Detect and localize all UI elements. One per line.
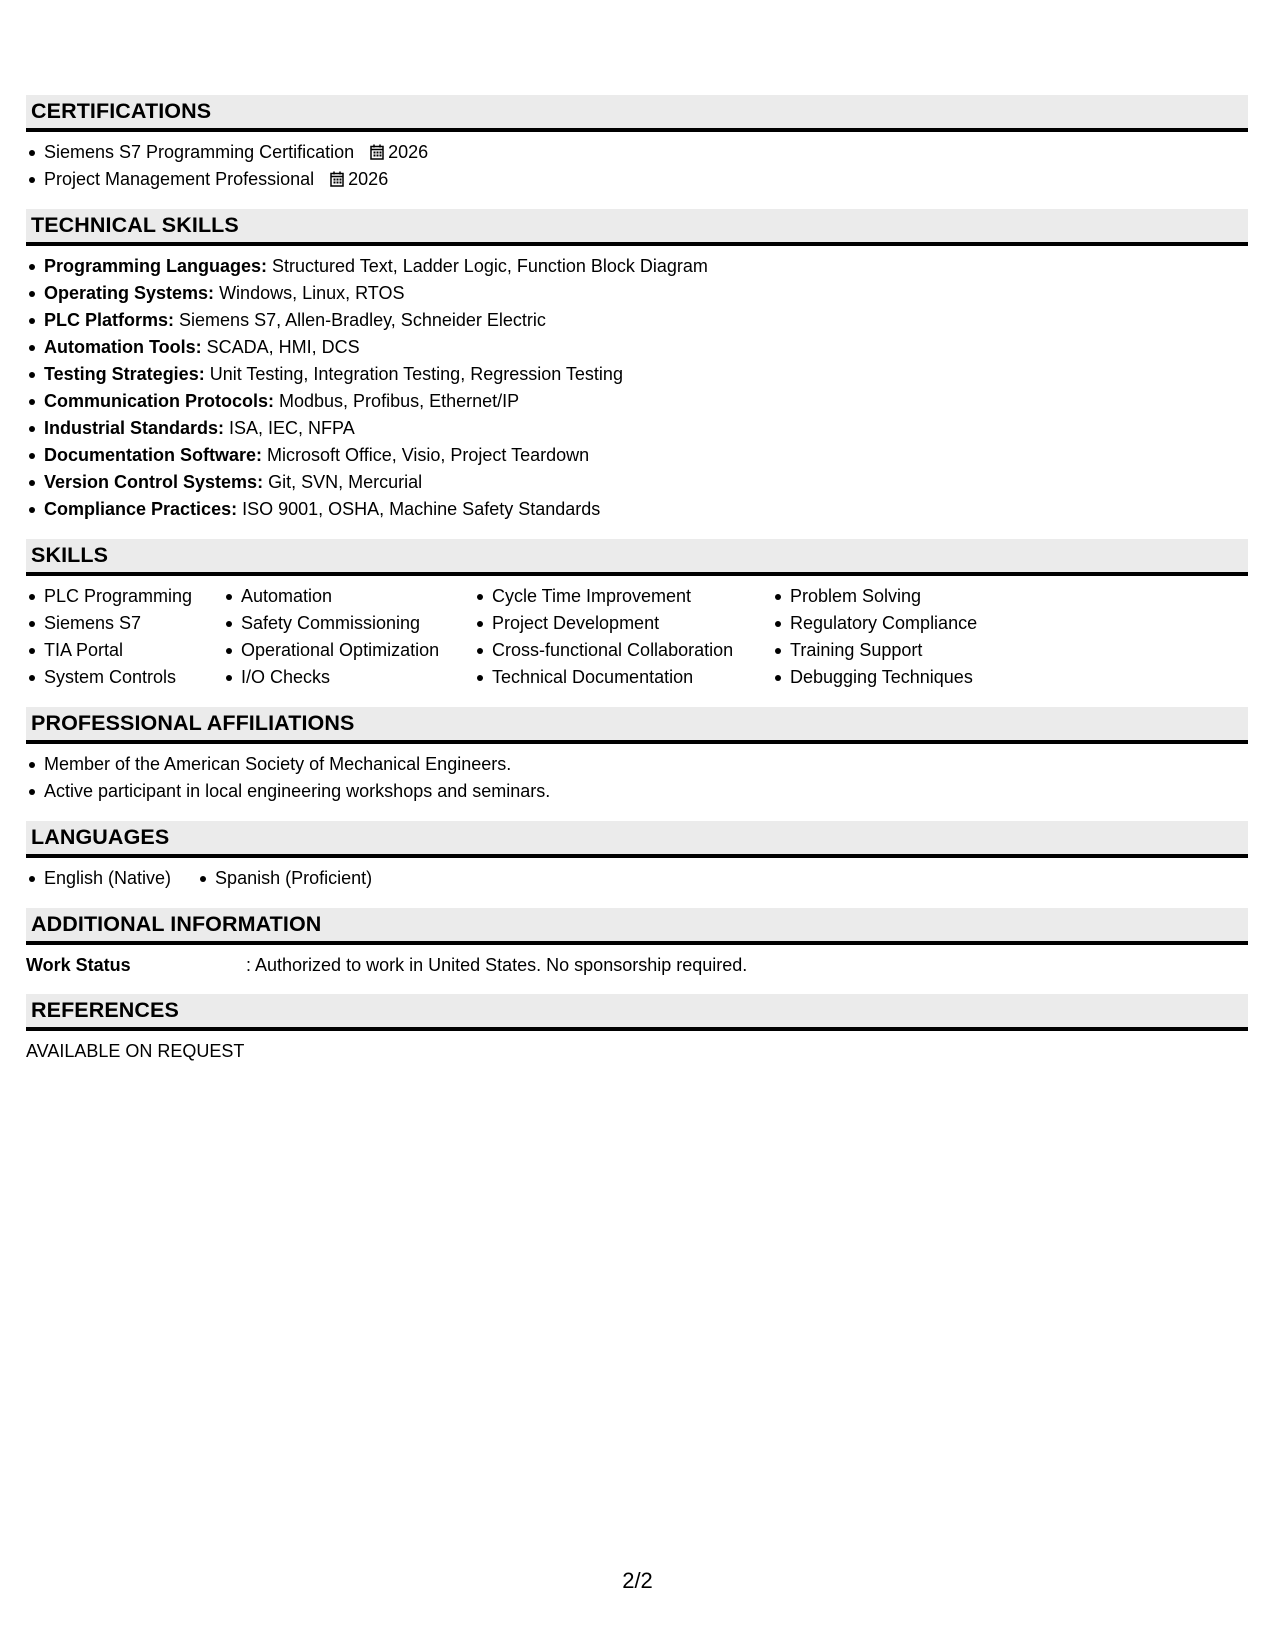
list-item: Project Development xyxy=(474,610,772,637)
technical-skills-list xyxy=(26,253,1248,523)
certifications-title: CERTIFICATIONS xyxy=(31,99,212,123)
list-item: Operational Optimization xyxy=(223,637,474,664)
list-item: Active participant in local engineering workshops and seminars. xyxy=(26,778,1248,805)
skill-value: Microsoft Office, Visio, Project Teardown xyxy=(262,445,590,465)
languages-header xyxy=(26,821,1248,858)
list-item: Regulatory Compliance xyxy=(772,610,1032,637)
list-item: English (Native) xyxy=(26,865,171,892)
list-item: TIA Portal xyxy=(26,637,223,664)
affiliations-section xyxy=(26,707,1248,821)
references-text: AVAILABLE ON REQUEST xyxy=(26,1041,245,1061)
technical-skills-section xyxy=(26,209,1248,539)
skill-value: Modbus, Profibus, Ethernet/IP xyxy=(274,391,520,411)
list-item: Problem Solving xyxy=(772,583,1032,610)
skills-column xyxy=(474,583,772,691)
skill-label: Documentation Software: xyxy=(44,445,263,465)
additional-info-section xyxy=(26,908,1248,994)
skills-header xyxy=(26,539,1248,576)
list-item xyxy=(26,166,1248,193)
skill-label: Testing Strategies: xyxy=(44,364,205,384)
skills-column xyxy=(772,583,1032,691)
list-item: Member of the American Society of Mechanical Engineers. xyxy=(26,751,1248,778)
certifications-header xyxy=(26,95,1248,132)
list-item xyxy=(26,334,1248,361)
languages-section xyxy=(26,821,1248,908)
skill-value: SCADA, HMI, DCS xyxy=(201,337,360,357)
list-item: Automation xyxy=(223,583,474,610)
list-item: Siemens S7 xyxy=(26,610,223,637)
skill-label: Version Control Systems: xyxy=(44,472,264,492)
certification-name: Project Management Professional xyxy=(44,169,315,189)
skill-label: PLC Platforms: xyxy=(44,310,175,330)
certification-year: 2026 xyxy=(388,142,429,162)
skills-column xyxy=(26,583,223,691)
list-item xyxy=(26,442,1248,469)
skill-label: Operating Systems: xyxy=(44,283,215,303)
skills-title: SKILLS xyxy=(31,543,109,567)
certifications-section xyxy=(26,95,1248,209)
skill-value: ISO 9001, OSHA, Machine Safety Standards xyxy=(237,499,601,519)
technical-skills-title: TECHNICAL SKILLS xyxy=(31,213,239,237)
additional-info-header xyxy=(26,908,1248,945)
languages-list xyxy=(26,865,1248,892)
list-item xyxy=(26,388,1248,415)
list-item: Cross-functional Collaboration xyxy=(474,637,772,664)
skill-label: Programming Languages: xyxy=(44,256,268,276)
skill-label: Industrial Standards: xyxy=(44,418,225,438)
work-status-row xyxy=(26,952,1248,978)
list-item xyxy=(26,469,1248,496)
list-item xyxy=(26,253,1248,280)
calendar-icon xyxy=(330,171,344,187)
skill-value: ISA, IEC, NFPA xyxy=(224,418,355,438)
skills-column xyxy=(223,583,474,691)
list-item: System Controls xyxy=(26,664,223,691)
list-item: Safety Commissioning xyxy=(223,610,474,637)
certifications-list xyxy=(26,139,1248,193)
affiliations-title: PROFESSIONAL AFFILIATIONS xyxy=(31,711,355,735)
list-item xyxy=(26,415,1248,442)
affiliations-header xyxy=(26,707,1248,744)
list-item: Cycle Time Improvement xyxy=(474,583,772,610)
calendar-icon xyxy=(370,144,384,160)
skill-label: Compliance Practices: xyxy=(44,499,238,519)
list-item: Technical Documentation xyxy=(474,664,772,691)
certification-name: Siemens S7 Programming Certification xyxy=(44,142,355,162)
skill-label: Communication Protocols: xyxy=(44,391,275,411)
list-item: Training Support xyxy=(772,637,1032,664)
list-item: Debugging Techniques xyxy=(772,664,1032,691)
work-status-value: : Authorized to work in United States. No sponsorship required. xyxy=(246,955,748,975)
skill-value: Structured Text, Ladder Logic, Function Block Diagram xyxy=(267,256,708,276)
references-section xyxy=(26,994,1248,1080)
list-item: PLC Programming xyxy=(26,583,223,610)
list-item xyxy=(26,307,1248,334)
languages-title: LANGUAGES xyxy=(31,825,170,849)
list-item xyxy=(26,496,1248,523)
list-item xyxy=(26,361,1248,388)
skill-label: Automation Tools: xyxy=(44,337,202,357)
work-status-label: Work Status xyxy=(26,955,131,975)
skill-value: Git, SVN, Mercurial xyxy=(263,472,423,492)
references-title: REFERENCES xyxy=(31,998,179,1022)
list-item: Spanish (Proficient) xyxy=(197,865,372,892)
references-header xyxy=(26,994,1248,1031)
list-item xyxy=(26,139,1248,166)
page-number: 2/2 xyxy=(622,1568,653,1593)
technical-skills-header xyxy=(26,209,1248,246)
certification-year: 2026 xyxy=(348,169,389,189)
skill-value: Unit Testing, Integration Testing, Regression Testing xyxy=(204,364,623,384)
resume-page xyxy=(26,95,1248,1080)
skills-grid xyxy=(26,583,1248,691)
skills-section xyxy=(26,539,1248,707)
affiliations-list xyxy=(26,751,1248,805)
list-item: I/O Checks xyxy=(223,664,474,691)
skill-value: Windows, Linux, RTOS xyxy=(214,283,405,303)
skill-value: Siemens S7, Allen-Bradley, Schneider Electric xyxy=(174,310,546,330)
additional-info-title: ADDITIONAL INFORMATION xyxy=(31,912,322,936)
list-item xyxy=(26,280,1248,307)
